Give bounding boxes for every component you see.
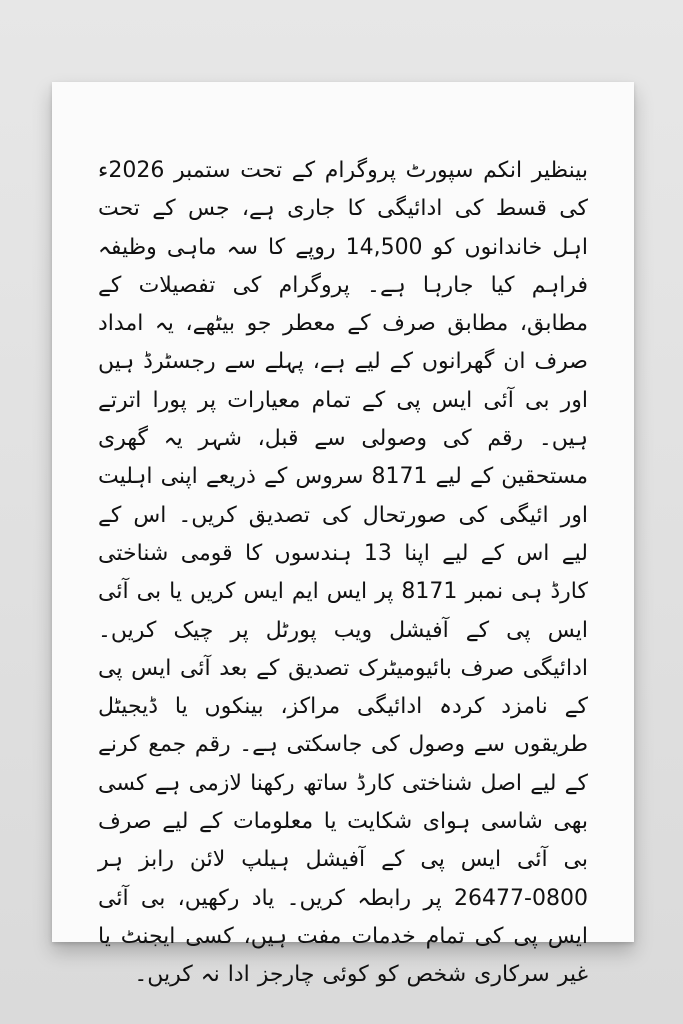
announcement-paragraph: بینظیر انکم سپورٹ پروگرام کے تحت ستمبر 2026ء کی قسط کی ادائیگی کا جاری ہے، جس کے تحت اہل خاندانوں کو 14,500 روپے کا سہ ماہی وظیفہ فراہم کیا جارہا ہے۔ پروگرام کی تفصیلات کے مطابق، مطابق صرف کے معطر جو بیٹھے، یہ امداد صرف ان گھرانوں کے لیے ہے، پہلے سے رجسٹرڈ ہیں اور بی آئی ایس پی کے تمام معیارات پر پورا اترتے ہیں۔ رقم کی وصولی سے قبل، شہر یہ گھری مستحقین کے لیے 8171 سروس کے ذریعے اپنی اہلیت اور ائیگی کی صورتحال کی تصدیق کریں۔ اس کے لیے اس کے لیے اپنا 13 ہندسوں کا قومی شناختی کارڈ ہی نمبر 8171 پر ایس ایم ایس کریں یا بی آئی ایس پی کے آفیشل ویب پورٹل پر چیک کریں۔ ادائیگی صرف بائیومیٹرک تصدیق کے بعد آئی ایس پی کے نامزد کردہ ادائیگی مراکز، بینکوں یا ڈیجیٹل طریقوں سے وصول کی جاسکتی ہے۔ رقم جمع کرنے کے لیے اصل شناختی کارڈ ساتھ رکھنا لازمی ہے کسی بھی شاسی ہوای شکایت یا معلومات کے لیے صرف بی آئی ایس پی کے آفیشل ہیلپ لائن رابز ہر 0800-26477 پر رابطہ کریں۔ یاد رکھیں، بی آئی ایس پی کی تمام خدمات مفت ہیں، کسی ایجنٹ یا غیر سرکاری شخص کو کوئی چارجز ادا نہ کریں۔ xyxy=(98,158,589,988)
document-paper xyxy=(52,82,634,988)
